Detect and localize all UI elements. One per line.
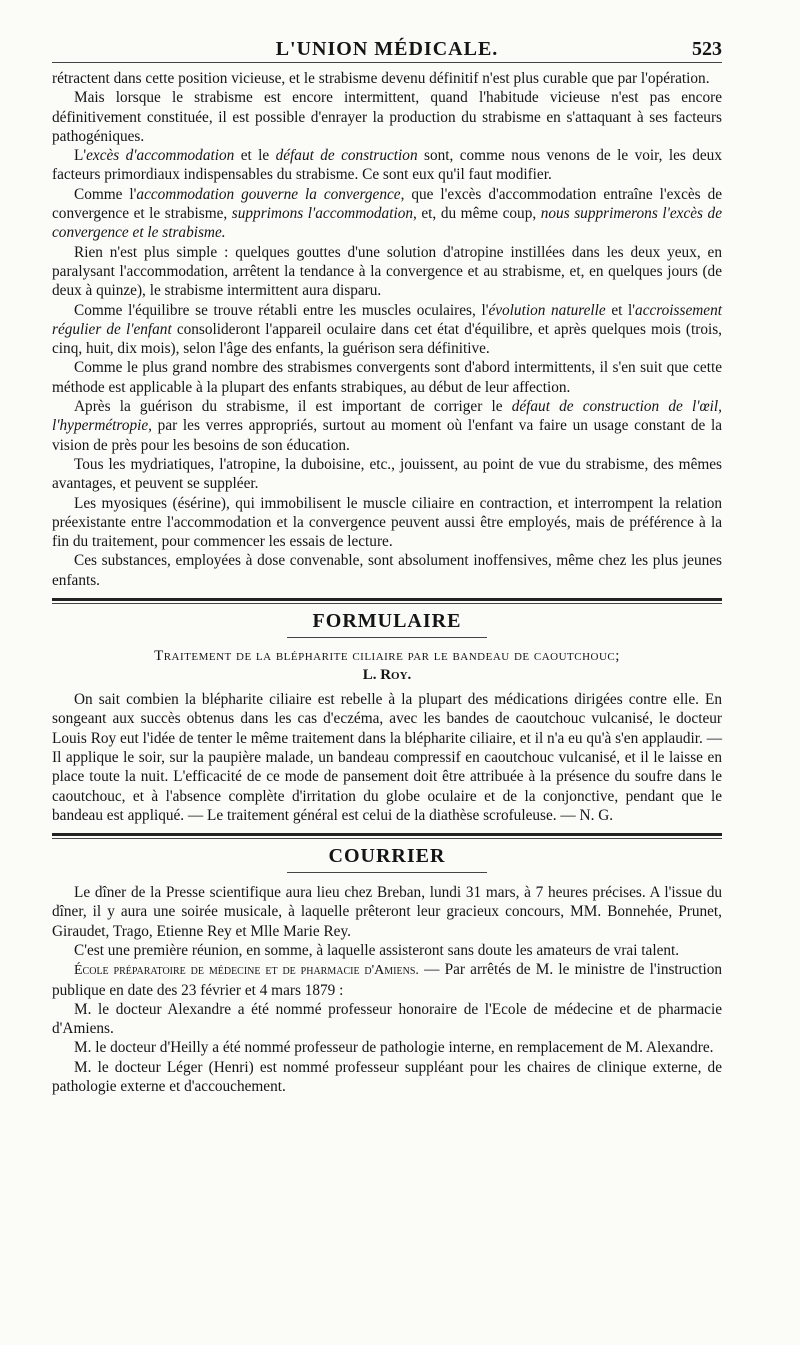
courrier-section [52,845,722,1096]
paragraph: Le dîner de la Presse scientifique aura lieu chez Breban, lundi 31 mars, à 7 heures précises. A l'issue du dîner, il y aura une soirée musicale, à laquelle prêteront leur gracieux concours, MM. Bonnehée, Prunet, Giraudet, Trago, Etienne Rey et Mlle Marie Rey. [52,884,722,940]
paragraph: École préparatoire de médecine et de pharmacie d'Amiens. — Par arrêtés de M. le ministre de l'instruction publique en date des 23 février et 4 mars 1879 : [52,961,723,999]
paragraph: Tous les mydriatiques, l'atropine, la duboisine, etc., jouissent, au point de vue du strabisme, des mêmes avantages, et peuvent se suppléer. [52,455,722,493]
italic-term: excès d'accommodation [86,147,235,165]
paragraph: On sait combien la blépharite ciliaire est rebelle à la plupart des médications dirigées contre elle. En songeant aux succès obtenus dans les cas d'eczéma, avec les bandes de caoutchouc vulcanisé, le docteur Louis Roy eut l'idée de tenter le même traitement dans la blépharite ciliaire, et il n'a eu qu'à s'en applaudir. — Il applique le soir, sur la paupière malade, un bandeau compressif en caoutchouc vulcanisé, et il le laisse en place toute la nuit. L'efficacité de ce mode de pansement doit être attribuée à la présence du soufre dans le caoutchouc, et à l'absence complète d'irritation du globe oculaire et de la conjonctive, pendant que le bandeau est appliqué. — Le traitement général est celui de la diathèse scrofuleuse. — N. G. [52,691,722,824]
paragraph: Rien n'est plus simple : quelques gouttes d'une solution d'atropine instillées dans les deux yeux, en paralysant l'accommodation, arrêtent la tendance à la convergence et au strabisme, et, en quelques jours (de deux à quinze), le strabisme intermittent aura disparu. [52,243,722,300]
paragraph: M. le docteur d'Heilly a été nommé professeur de pathologie interne, en remplacement de M. Alexandre. [74,1039,714,1057]
paragraph: Ces substances, employées à dose convenable, sont absolument inoffensives, même chez les plus jeunes enfants. [52,552,722,589]
italic-term: accroissement régulier de l'enfant [52,301,722,338]
italic-term: accommodation gouverne la convergence [136,185,401,203]
italic-term: défaut de construction [275,147,418,165]
paragraph: Les myosiques (ésérine), qui immobilisent le muscle ciliaire en contraction, et interrompent la relation préexistante entre l'accommodation et la convergence peuvent aussi être employés, mais de préférence à la fin du traitement, pour commencer les essais de lecture. [52,494,722,551]
paragraph: Comme l'accommodation gouverne la convergence, que l'excès d'accommodation entraîne l'excès de convergence et le strabisme, supprimons l'accommodation, et, du même coup, nous supprimerons l'excès de convergence et le strabisme. [52,185,723,242]
paragraph: M. le docteur Alexandre a été nommé professeur honoraire de l'Ecole de médecine et de pharmacie d'Amiens. [52,1000,722,1038]
running-title: L'UNION MÉDICALE. [275,38,499,60]
paragraph: Comme le plus grand nombre des strabismes convergents sont d'abord intermittents, il s'en suit que cette méthode est applicable à la plupart des enfants strabiques, au début de leur affection. [52,359,722,396]
page-number: 523 [692,38,722,60]
header-rule [52,62,722,63]
section-divider [52,603,722,604]
article-continuation [52,69,722,590]
italic-term: défaut de construction de l'œil, l'hypermétropie, [52,398,723,435]
treatment-author: L. Roy. [362,667,412,684]
formulaire-section [52,610,722,825]
paragraph: M. le docteur Léger (Henri) est nommé professeur suppléant pour les chaires de clinique externe, de pathologie externe et d'accouchement. [52,1058,722,1096]
paragraph: Mais lorsque le strabisme est encore intermittent, quand l'habitude vicieuse n'est pas encore définitivement constituée, il est possible d'enrayer la production du strabisme en s'attaquant à ses facteurs pathogéniques. [52,89,722,145]
section-divider [52,598,722,601]
section-divider [52,833,722,836]
paragraph: L'excès d'accommodation et le défaut de construction sont, comme nous venons de le voir, les deux facteurs primordiaux indispensables du strabisme. Ce sont eux qu'il faut modifier. [52,147,722,184]
paragraph: Après la guérison du strabisme, il est important de corriger le défaut de construction de l'œil, l'hypermétropie, par les verres appropriés, surtout au moment où l'enfant va faire un usage constant de la vision de près pour les besoins de son éducation. [52,398,723,454]
section-title: FORMULAIRE [312,610,462,633]
title-rule [287,637,487,638]
treatment-title: Traitement de la blépharite ciliaire par le bandeau de caoutchouc; [154,648,620,665]
page-header [52,30,722,60]
italic-term: évolution naturelle [488,301,606,319]
paragraph: C'est une première réunion, en somme, à laquelle assisteront sans doute les amateurs de vrai talent. [74,941,680,959]
paragraph: rétractent dans cette position vicieuse, et le strabisme devenu définitif n'est plus curable que par l'opération. [52,70,710,87]
paragraph: Comme l'équilibre se trouve rétabli entre les muscles oculaires, l'évolution naturelle et l'accroissement régulier de l'enfant consolideront l'appareil oculaire dans cet état d'équilibre, et après quelques mois (trois, cinq, huit, dix mois), selon l'âge des enfants, la guérison sera définitive. [52,301,723,358]
title-rule [287,872,487,873]
page-content [52,30,722,1096]
italic-term: supprimons l'accommodation [231,205,413,223]
section-title: COURRIER [328,845,446,868]
section-divider [52,838,722,839]
italic-term: nous supprimerons l'excès de convergence et le strabisme. [52,205,722,242]
